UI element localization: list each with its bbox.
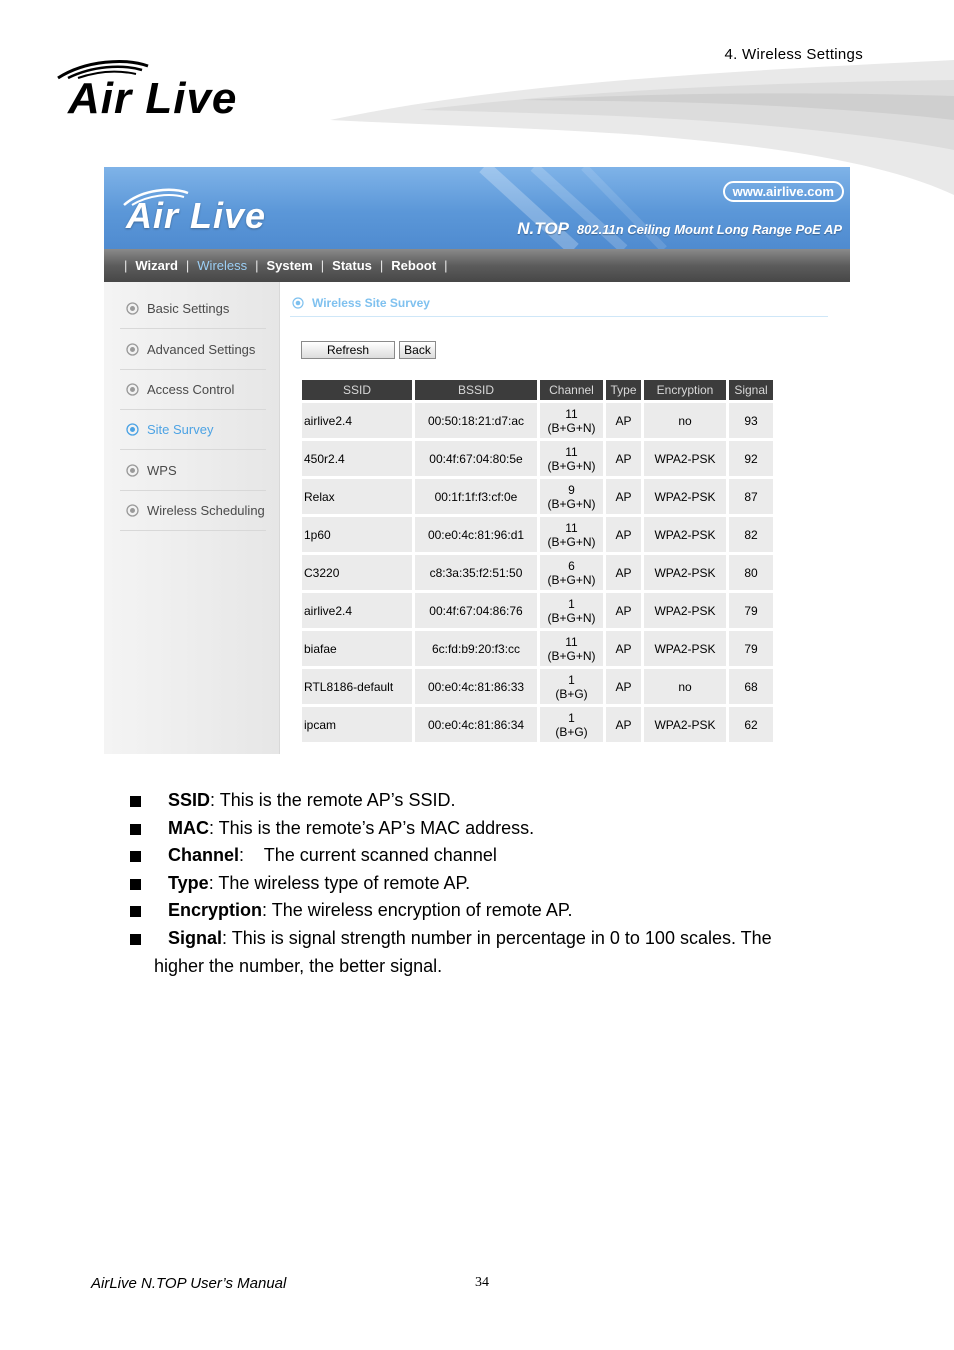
table-row — [302, 593, 773, 628]
radio-bullet-icon — [126, 423, 139, 436]
radio-bullet-icon — [126, 343, 139, 356]
refresh-button[interactable]: Refresh — [301, 341, 395, 359]
chapter-title: 4. Wireless Settings — [724, 46, 863, 63]
description: : This is the remote AP’s SSID. — [210, 790, 456, 810]
term: MAC — [168, 817, 209, 838]
square-bullet-icon — [130, 879, 141, 890]
channel-mode: (B+G+N) — [547, 610, 596, 625]
encryption-cell: no — [644, 403, 726, 438]
channel-mode: (B+G+N) — [547, 496, 596, 511]
column-header-bssid: BSSID — [415, 380, 537, 400]
square-bullet-icon — [130, 824, 141, 835]
description: : The wireless encryption of remote AP. — [262, 900, 573, 921]
bssid-cell: 00:50:18:21:d7:ac — [415, 403, 537, 438]
column-header-ssid: SSID — [302, 380, 412, 400]
channel-number: 1 — [568, 596, 575, 611]
channel-cell — [540, 479, 603, 514]
square-bullet-icon — [130, 851, 141, 862]
encryption-cell: WPA2-PSK — [644, 593, 726, 628]
encryption-cell: WPA2-PSK — [644, 479, 726, 514]
bssid-cell: 00:4f:67:04:80:5e — [415, 441, 537, 476]
bssid-cell: c8:3a:35:f2:51:50 — [415, 555, 537, 590]
ssid-cell: Relax — [302, 479, 412, 514]
channel-number: 11 — [565, 444, 578, 459]
square-bullet-icon — [130, 796, 141, 807]
sidebar-item-access-control[interactable] — [120, 369, 266, 410]
description: : This is the remote’s AP’s MAC address. — [209, 817, 535, 838]
term: Encryption — [168, 900, 263, 921]
type-cell: AP — [606, 441, 641, 476]
nav-system[interactable]: System — [266, 258, 313, 273]
sidebar-item-label: Basic Settings — [147, 300, 230, 316]
channel-number: 1 — [568, 672, 575, 687]
column-header-type: Type — [606, 380, 641, 400]
term: SSID — [168, 790, 211, 810]
encryption-cell: WPA2-PSK — [644, 631, 726, 666]
table-row — [302, 631, 773, 666]
term: Signal — [168, 927, 223, 948]
column-header-signal: Signal — [729, 380, 773, 400]
description: : The wireless type of remote AP. — [208, 872, 471, 893]
channel-number: 11 — [565, 406, 578, 421]
description: : This is signal strength number in percentage in 0 to 100 scales. The — [222, 927, 772, 948]
table-row — [302, 669, 773, 704]
nav-separator: | — [124, 258, 128, 273]
nav-separator: | — [255, 258, 259, 273]
term: Channel — [168, 845, 240, 866]
bssid-cell: 00:e0:4c:81:86:34 — [415, 707, 537, 742]
column-header-channel: Channel — [540, 380, 603, 400]
radio-bullet-icon — [126, 464, 139, 477]
channel-cell — [540, 403, 603, 438]
channel-cell — [540, 593, 603, 628]
channel-number: 1 — [568, 710, 575, 725]
ssid-cell: biafae — [302, 631, 412, 666]
sidebar-item-label: WPS — [147, 462, 177, 478]
list-item — [130, 815, 830, 843]
channel-mode: (B+G+N) — [547, 534, 596, 549]
channel-cell — [540, 631, 603, 666]
encryption-cell: WPA2-PSK — [644, 441, 726, 476]
channel-number: 6 — [568, 558, 575, 573]
signal-cell: 87 — [729, 479, 773, 514]
nav-separator: | — [320, 258, 325, 273]
description: : The current scanned channel — [239, 845, 497, 866]
list-item — [130, 870, 830, 898]
channel-mode: (B+G+N) — [547, 572, 596, 587]
product-title — [517, 219, 842, 239]
radio-bullet-icon — [126, 383, 139, 396]
ssid-cell: 450r2.4 — [302, 441, 412, 476]
bssid-cell: 00:1f:1f:f3:cf:0e — [415, 479, 537, 514]
router-banner — [104, 167, 850, 249]
ssid-cell: airlive2.4 — [302, 593, 412, 628]
term: Type — [168, 872, 209, 893]
signal-cell: 93 — [729, 403, 773, 438]
product-name: N.TOP — [517, 219, 569, 238]
channel-mode: (B+G+N) — [547, 648, 596, 663]
nav-reboot[interactable]: Reboot — [391, 258, 437, 273]
back-button[interactable]: Back — [399, 341, 436, 359]
table-row — [302, 707, 773, 742]
encryption-cell: WPA2-PSK — [644, 555, 726, 590]
channel-cell — [540, 441, 603, 476]
type-cell: AP — [606, 707, 641, 742]
type-cell: AP — [606, 669, 641, 704]
channel-cell — [540, 707, 603, 742]
type-cell: AP — [606, 593, 641, 628]
signal-cell: 62 — [729, 707, 773, 742]
channel-number: 11 — [565, 520, 578, 535]
channel-cell — [540, 555, 603, 590]
field-description-list — [130, 787, 830, 980]
column-header-encryption: Encryption — [644, 380, 726, 400]
signal-cell: 79 — [729, 631, 773, 666]
list-item — [130, 787, 830, 815]
sidebar-item-label: Site Survey — [147, 421, 214, 437]
sidebar-item-label: Advanced Settings — [147, 341, 256, 357]
ssid-cell: ipcam — [302, 707, 412, 742]
sidebar-item-label: Access Control — [147, 381, 235, 397]
section-title-text: Wireless Site Survey — [312, 296, 430, 310]
channel-number: 11 — [565, 634, 578, 649]
sidebar-item-label: Wireless Scheduling — [147, 502, 265, 518]
top-nav — [104, 249, 850, 282]
encryption-cell: no — [644, 669, 726, 704]
section-divider — [290, 316, 828, 317]
site-survey-table — [299, 377, 776, 745]
signal-cell: 82 — [729, 517, 773, 552]
nav-wizard[interactable]: Wizard — [135, 258, 178, 273]
banner-logo: Air Live — [126, 195, 267, 236]
table-row — [302, 403, 773, 438]
logo-text: Air Live — [68, 74, 238, 123]
sidebar — [104, 282, 280, 754]
signal-cell: 80 — [729, 555, 773, 590]
list-item — [130, 897, 830, 925]
sidebar-item-advanced-settings[interactable] — [120, 329, 266, 370]
channel-mode: (B+G) — [555, 686, 588, 701]
bssid-cell: 00:4f:67:04:86:76 — [415, 593, 537, 628]
sidebar-item-basic-settings[interactable] — [120, 288, 266, 329]
nav-separator: | — [185, 258, 190, 273]
radio-bullet-icon — [292, 297, 304, 309]
router-ui-screenshot — [104, 167, 850, 754]
list-item — [130, 925, 830, 953]
bssid-cell: 6c:fd:b9:20:f3:cc — [415, 631, 537, 666]
airlive-logo — [56, 58, 238, 123]
sidebar-item-wireless-scheduling[interactable] — [120, 490, 266, 531]
bssid-cell: 00:e0:4c:81:86:33 — [415, 669, 537, 704]
table-row — [302, 479, 773, 514]
ssid-cell: airlive2.4 — [302, 403, 412, 438]
channel-mode: (B+G+N) — [547, 420, 596, 435]
nav-separator: | — [379, 258, 384, 273]
signal-cell: 92 — [729, 441, 773, 476]
channel-number: 9 — [568, 482, 575, 497]
footer-manual-title: AirLive N.TOP User’s Manual — [91, 1275, 287, 1292]
radio-bullet-icon — [126, 504, 139, 517]
table-row — [302, 517, 773, 552]
signal-cell: 79 — [729, 593, 773, 628]
sidebar-item-wps[interactable] — [120, 450, 266, 491]
channel-cell — [540, 517, 603, 552]
type-cell: AP — [606, 555, 641, 590]
page-number: 34 — [475, 1275, 489, 1290]
website-link[interactable]: www.airlive.com — [723, 181, 844, 202]
nav-status[interactable]: Status — [332, 258, 372, 273]
radio-bullet-icon — [126, 302, 139, 315]
sidebar-item-site-survey[interactable] — [120, 409, 266, 450]
table-row — [302, 441, 773, 476]
ssid-cell: RTL8186-default — [302, 669, 412, 704]
list-item-continuation: higher the number, the better signal. — [154, 955, 443, 976]
ssid-cell: 1p60 — [302, 517, 412, 552]
signal-cell: 68 — [729, 669, 773, 704]
section-title — [292, 296, 430, 310]
type-cell: AP — [606, 517, 641, 552]
square-bullet-icon — [130, 906, 141, 917]
type-cell: AP — [606, 631, 641, 666]
main-content — [290, 282, 840, 754]
bssid-cell: 00:e0:4c:81:96:d1 — [415, 517, 537, 552]
channel-cell — [540, 669, 603, 704]
nav-wireless[interactable]: Wireless — [197, 258, 248, 273]
encryption-cell: WPA2-PSK — [644, 517, 726, 552]
encryption-cell: WPA2-PSK — [644, 707, 726, 742]
product-description: 802.11n Ceiling Mount Long Range PoE AP — [576, 222, 842, 237]
type-cell: AP — [606, 479, 641, 514]
nav-separator: | — [444, 258, 448, 273]
table-row — [302, 555, 773, 590]
table-header-row — [302, 380, 773, 400]
list-item — [130, 842, 830, 870]
square-bullet-icon — [130, 934, 141, 945]
type-cell: AP — [606, 403, 641, 438]
channel-mode: (B+G+N) — [547, 458, 596, 473]
ssid-cell: C3220 — [302, 555, 412, 590]
channel-mode: (B+G) — [555, 724, 588, 739]
